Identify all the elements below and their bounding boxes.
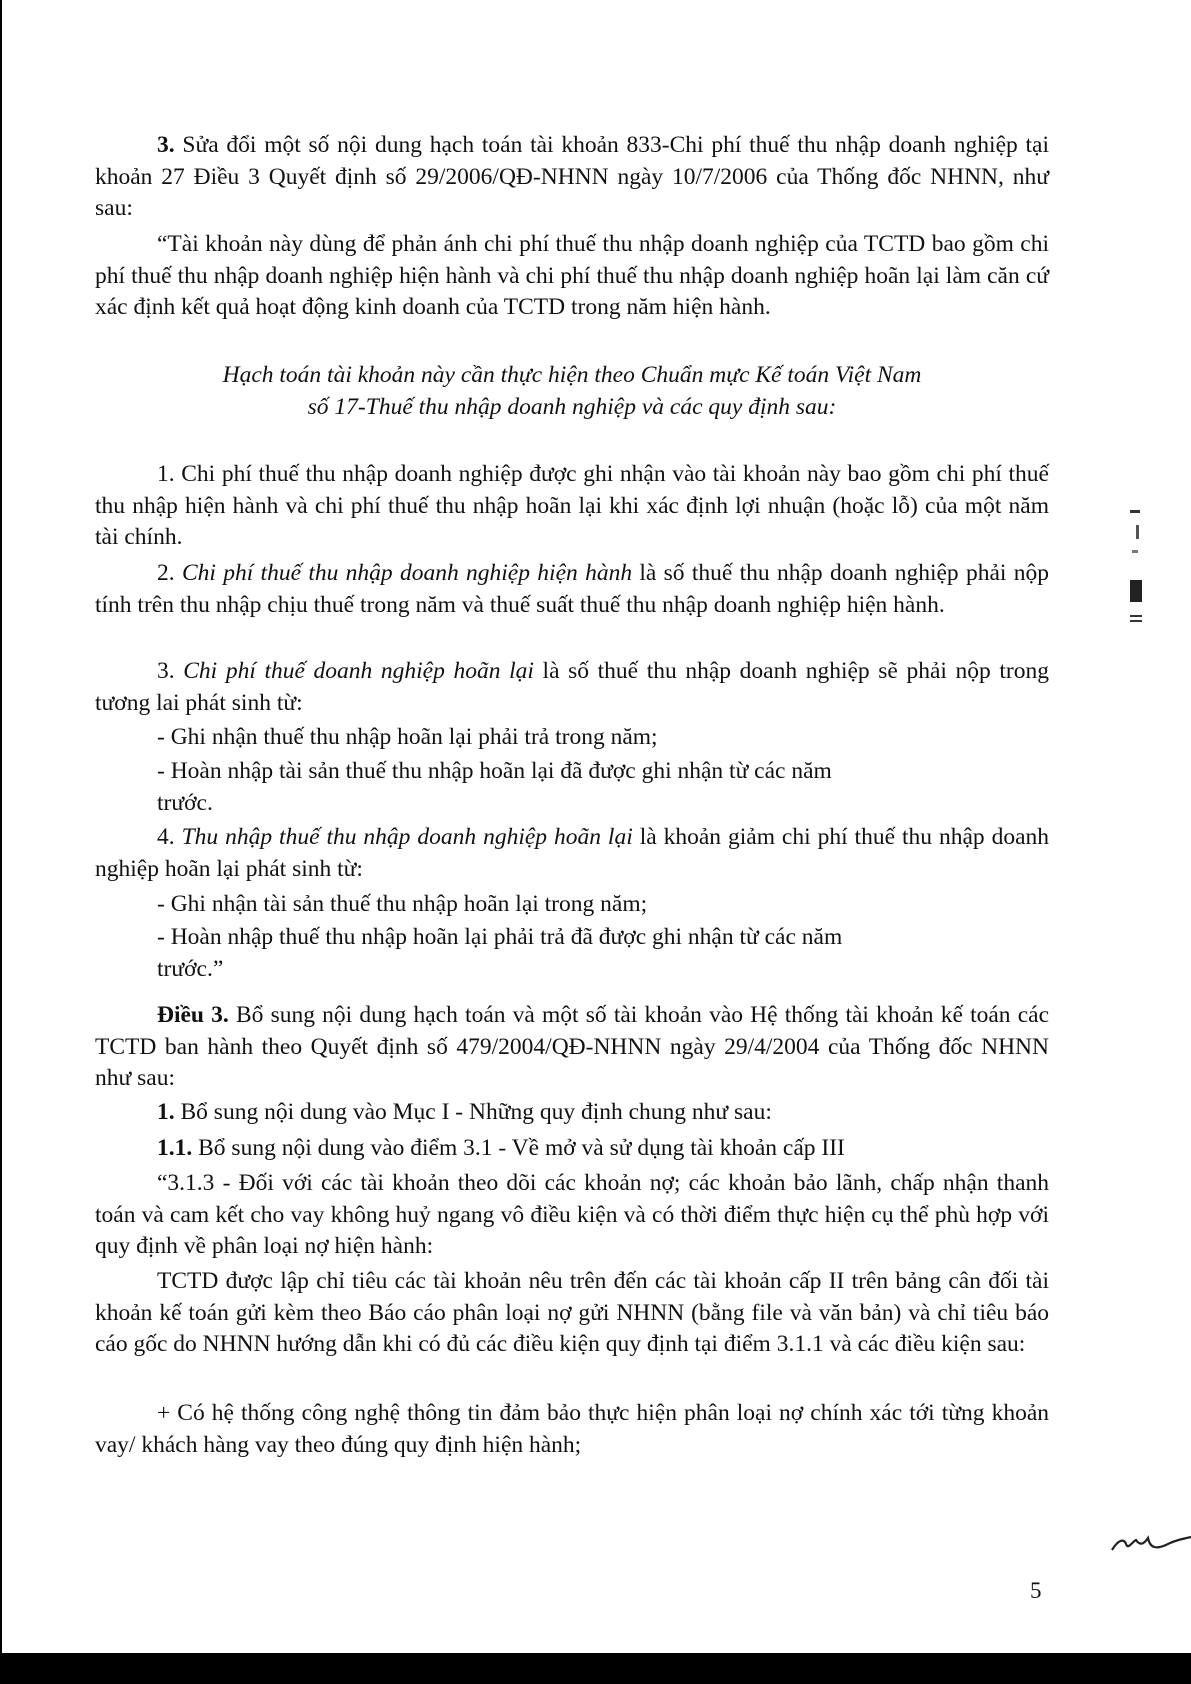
item-3-bullet: - Hoàn nhập tài sản thuế thu nhập hoãn lại đã được ghi nhận từ các năm trước. <box>157 758 832 816</box>
item-2-paragraph: 2. Chi phí thuế thu nhập doanh nghiệp hiện hành là số thuế thu nhập doanh nghiệp phải nộp tính trên thu nhập chịu thuế trong năm và thuế suất thuế thu nhập doanh nghiệp hiện hành. <box>95 560 1050 618</box>
point-3-1-3-paragraph: “3.1.3 - Đối với các tài khoản theo dõi các khoản nợ; các khoản bảo lãnh, chấp nhận thanh toán và cam kết cho vay không huỷ ngang vô điều kiện và có thời điểm thực hiện cụ thể phù hợp với quy định về phân loại nợ hiện hành: <box>95 1170 1049 1259</box>
item-4-bullet: - Ghi nhận tài sản thuế thu nhập hoãn lại trong năm; <box>157 891 648 917</box>
article-3-item-1: 1. Bổ sung nội dung vào Mục I - Những quy định chung như sau: <box>157 1099 772 1125</box>
page-number: 5 <box>1030 1578 1042 1603</box>
tctd-paragraph: TCTD được lập chỉ tiêu các tài khoản nêu trên đến các tài khoản cấp II trên bảng cân đối tài khoản kế toán gửi kèm theo Báo cáo phân loại nợ gửi NHNN (bằng file và văn bản) và chỉ tiêu báo cáo gốc do NHNN hướng dẫn khi có đủ các điều kiện quy định tại điểm 3.1.1 và các điều kiện sau: <box>95 1268 1049 1357</box>
condition-paragraph: + Có hệ thống công nghệ thông tin đảm bảo thực hiện phân loại nợ chính xác tới từng khoản vay/ khách hàng vay theo đúng quy định hiện hành; <box>95 1400 1049 1458</box>
scan-edge <box>0 0 2 1653</box>
section-3-paragraph: 3. Sửa đổi một số nội dung hạch toán tài khoản 833-Chi phí thuế thu nhập doanh nghiệp tại khoản 27 Điều 3 Quyết định số 29/2006/QĐ-NHNN ngày 10/7/2006 của Thống đốc NHNN, như sau: <box>95 132 1049 221</box>
item-3-paragraph: 3. Chi phí thuế doanh nghiệp hoãn lại là số thuế thu nhập doanh nghiệp sẽ phải nộp trong tương lai phát sinh từ: <box>95 658 1050 716</box>
item-3-bullet: - Ghi nhận thuế thu nhập hoãn lại phải trả trong năm; <box>157 724 658 750</box>
signature-initials <box>1108 1520 1191 1560</box>
item-1-paragraph: 1. Chi phí thuế thu nhập doanh nghiệp được ghi nhận vào tài khoản này bao gồm chi phí thuế thu nhập hiện hành và chi phí thuế thu nhập hoãn lại khi xác định lợi nhuận (hoặc lỗ) của một năm tài chính. <box>95 461 1049 550</box>
scan-margin-marks <box>1122 510 1146 630</box>
item-4-bullet: - Hoàn nhập thuế thu nhập hoãn lại phải trả đã được ghi nhận từ các năm trước.” <box>157 924 843 982</box>
italic-heading: Hạch toán tài khoản này cần thực hiện theo Chuẩn mực Kế toán Việt Nam số 17-Thuế thu nhập doanh nghiệp và các quy định sau: <box>222 362 922 420</box>
item-4-paragraph: 4. Thu nhập thuế thu nhập doanh nghiệp hoãn lại là khoản giảm chi phí thuế thu nhập doanh nghiệp hoãn lại phát sinh từ: <box>95 824 1050 882</box>
quote-intro-paragraph: “Tài khoản này dùng để phản ánh chi phí thuế thu nhập doanh nghiệp của TCTD bao gồm chi phí thuế thu nhập doanh nghiệp hiện hành và chi phí thuế thu nhập doanh nghiệp hoãn lại làm căn cứ xác định kết quả hoạt động kinh doanh của TCTD trong năm hiện hành. <box>95 231 1049 320</box>
article-3-item-1-1: 1.1. Bổ sung nội dung vào điểm 3.1 - Về mở và sử dụng tài khoản cấp III <box>157 1135 845 1161</box>
article-3-paragraph: Điều 3. Bổ sung nội dung hạch toán và một số tài khoản vào Hệ thống tài khoản kế toán các TCTD ban hành theo Quyết định số 479/2004/QĐ-NHNN ngày 29/4/2004 của Thống đốc NHNN như sau: <box>95 1002 1049 1091</box>
scan-bottom-border <box>0 1653 1191 1684</box>
